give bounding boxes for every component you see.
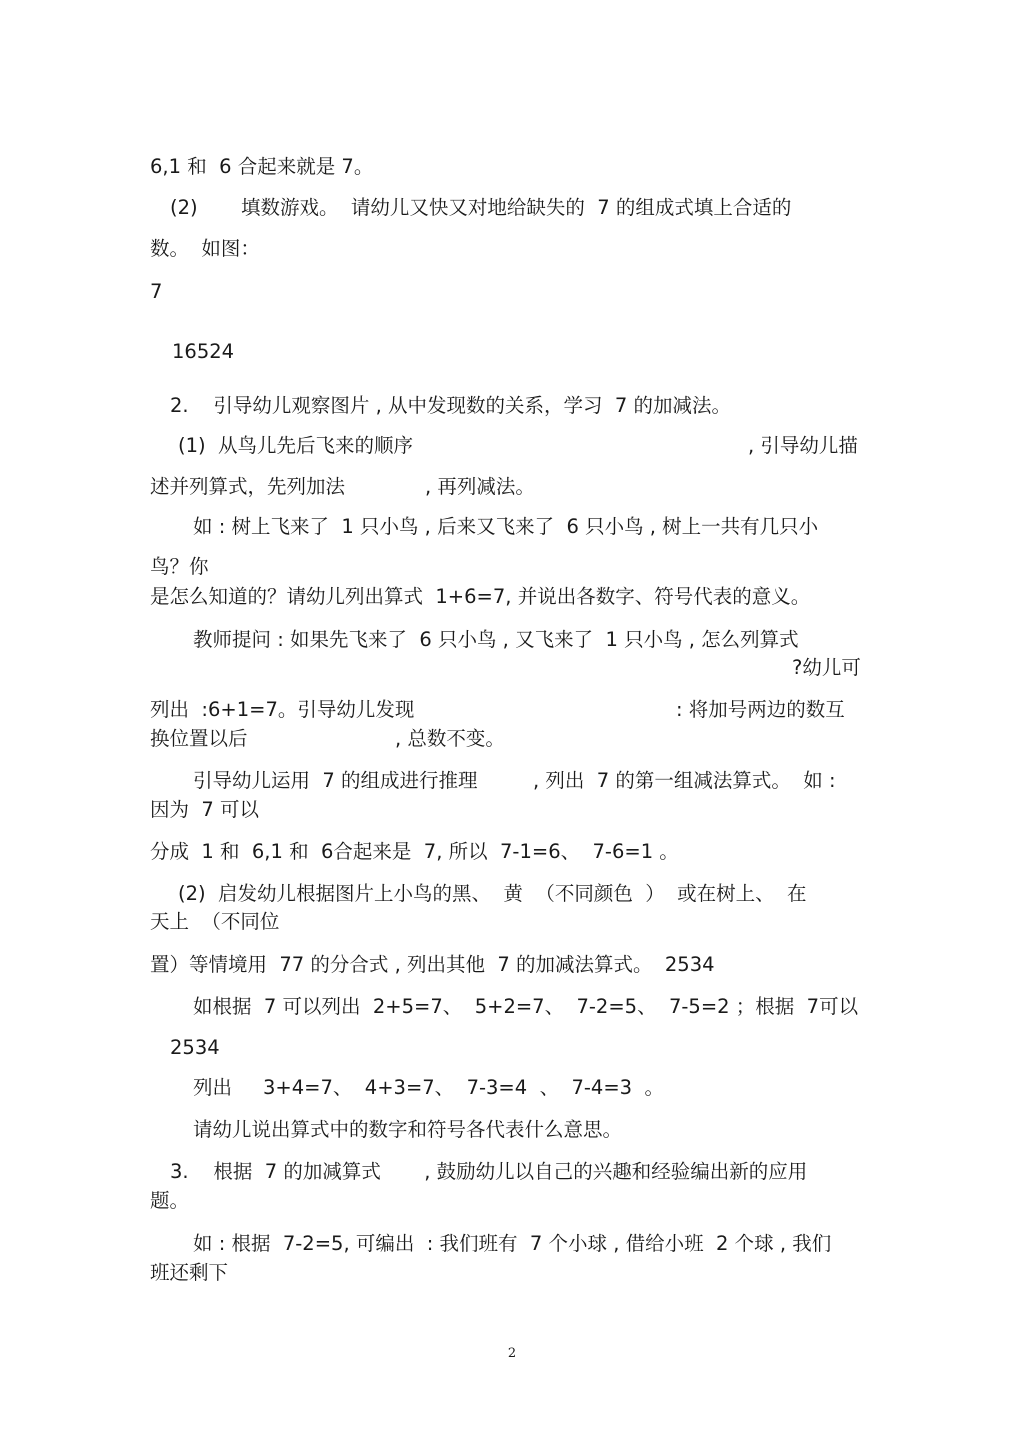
- text-line: 7: [150, 280, 163, 303]
- text-line: 2. 引导幼儿观察图片 , 从中发现数的关系，学习 7 的加减法。: [170, 394, 731, 417]
- text-line: 16524: [172, 340, 235, 363]
- text-line: 因为 7 可以: [150, 798, 260, 821]
- text-line: 天上 （不同位: [150, 910, 280, 933]
- text-line: 请幼儿说出算式中的数字和符号各代表什么意思。: [193, 1118, 623, 1141]
- text-line: 列出 :6+1=7。引导幼儿发现: [150, 698, 415, 721]
- text-line: 2534: [170, 1036, 220, 1059]
- text-line: , 引导幼儿描: [748, 434, 858, 457]
- text-line: 置）等情境用 77 的分合式 , 列出其他 7 的加减法算式。 2534: [150, 953, 715, 976]
- text-line: , 再列减法。: [425, 475, 535, 498]
- text-line: 6,1 和 6 合起来就是 7。: [150, 155, 374, 178]
- text-line: 题。: [150, 1189, 190, 1212]
- text-line: (1) 从鸟儿先后飞来的顺序: [178, 434, 414, 457]
- text-line: 述并列算式，先列加法: [150, 475, 346, 498]
- text-line: 引导幼儿运用 7 的组成进行推理: [193, 769, 478, 792]
- text-line: 班还剩下: [150, 1261, 229, 1284]
- text-line: (2) 启发幼儿根据图片上小鸟的黑、 黄 （不同颜色 ） 或在树上、 在: [178, 882, 807, 905]
- text-line: 是怎么知道的？请幼儿列出算式 1+6=7, 并说出各数字、符号代表的意义。: [150, 585, 811, 608]
- text-line: (2) 填数游戏。 请幼儿又快又对地给缺失的 7 的组成式填上合适的: [170, 196, 792, 219]
- text-line: 鸟？你: [150, 555, 209, 578]
- text-line: 分成 1 和 6,1 和 6合起来是 7, 所以 7-1=6、 7-6=1 。: [150, 840, 679, 863]
- text-line: : 将加号两边的数互: [676, 698, 845, 721]
- text-line: ?幼儿可: [792, 656, 861, 679]
- text-line: 数。 如图：: [150, 237, 260, 260]
- text-line: 如根据 7 可以列出 2+5=7、 5+2=7、 7-2=5、 7-5=2 ；根据 7可以: [193, 995, 859, 1018]
- page-number: 2: [507, 1346, 517, 1361]
- text-line: , 列出 7 的第一组减法算式。 如 :: [533, 769, 836, 792]
- text-line: 教师提问 : 如果先飞来了 6 只小鸟 , 又飞来了 1 只小鸟 , 怎么列算式: [193, 628, 799, 651]
- text-line: , 总数不变。: [395, 727, 505, 750]
- text-line: 如 : 树上飞来了 1 只小鸟 , 后来又飞来了 6 只小鸟 , 树上一共有几只小: [193, 515, 819, 538]
- text-line: 列出 3+4=7、 4+3=7、 7-3=4 、 7-4=3 。: [193, 1076, 664, 1099]
- text-line: 3. 根据 7 的加减算式 , 鼓励幼儿以自己的兴趣和经验编出新的应用: [170, 1160, 808, 1183]
- text-line: 如 : 根据 7-2=5, 可编出 : 我们班有 7 个小球 , 借给小班 2 个球 , 我们: [193, 1232, 832, 1255]
- text-line: 换位置以后: [150, 727, 248, 750]
